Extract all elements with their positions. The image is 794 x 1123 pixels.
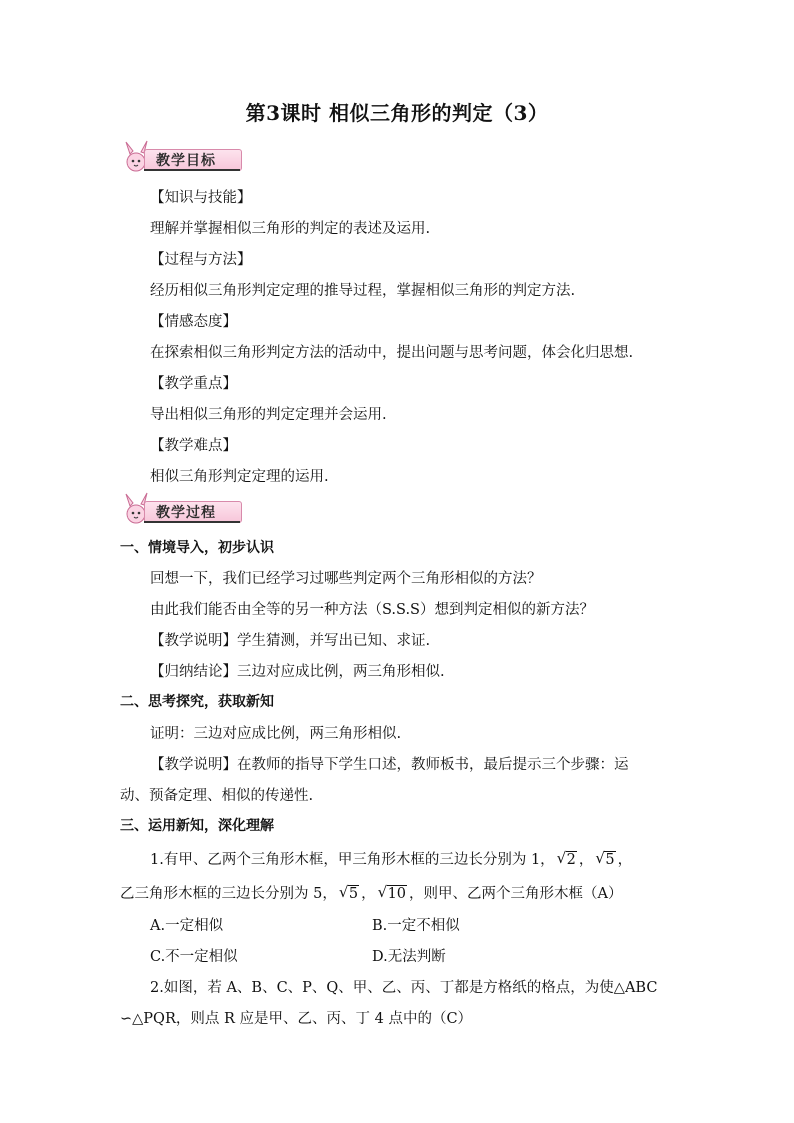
section1-line: 【归纳结论】三边对应成比例，两三角形相似. bbox=[150, 664, 445, 680]
page-title: 第3课时 相似三角形的判定（3） bbox=[245, 101, 549, 125]
question-text: 乙三角形木框的三边长分别为 5， bbox=[120, 886, 337, 902]
attitude-heading: 【情感态度】 bbox=[150, 314, 237, 330]
section1-heading: 一、情境导入，初步认识 bbox=[120, 540, 274, 556]
difficulty-text: 相似三角形判定定理的运用. bbox=[150, 469, 329, 485]
method-heading: 【过程与方法】 bbox=[150, 252, 252, 268]
badge-label: 教学过程 bbox=[156, 505, 216, 521]
section1-line: 由此我们能否由全等的另一种方法（S.S.S）想到判定相似的新方法？ bbox=[150, 602, 594, 618]
knowledge-heading: 【知识与技能】 bbox=[150, 190, 252, 206]
knowledge-text: 理解并掌握相似三角形的判定的表述及运用. bbox=[150, 221, 431, 237]
question-2-line-2: ∽△PQR，则点 R 应是甲、乙、丙、丁 4 点中的（C） bbox=[120, 1011, 473, 1027]
difficulty-heading: 【教学难点】 bbox=[150, 438, 237, 454]
badge-underline bbox=[144, 169, 240, 171]
question-text: 1.有甲、乙两个三角形木框，甲三角形木框的三边长分别为 1， bbox=[150, 852, 555, 868]
option-c: C.不一定相似 bbox=[150, 949, 238, 965]
question-text: ， bbox=[617, 852, 633, 868]
question-text: ， bbox=[361, 886, 376, 902]
question-2-line-1: 2.如图，若 A、B、C、P、Q、甲、乙、丙、丁都是方格纸的格点，为使△ABC bbox=[150, 980, 658, 996]
question-text: ， bbox=[578, 852, 594, 868]
question-1-line-1 bbox=[150, 848, 632, 869]
section1-line: 回想一下，我们已经学习过哪些判定两个三角形相似的方法？ bbox=[150, 571, 542, 587]
sqrt-5: √ 5 bbox=[338, 883, 359, 902]
sqrt-5: √ 5 bbox=[595, 849, 615, 868]
section3-heading: 三、运用新知，深化理解 bbox=[120, 818, 274, 834]
option-a: A.一定相似 bbox=[150, 918, 224, 934]
section1-line: 【教学说明】学生猜测，并写出已知、求证. bbox=[150, 633, 431, 649]
method-text: 经历相似三角形判定定理的推导过程，掌握相似三角形的判定方法. bbox=[150, 283, 576, 299]
question-text: ，则甲、乙两个三角形木框（A） bbox=[409, 886, 623, 902]
badge-label: 教学目标 bbox=[156, 153, 216, 169]
key-point-heading: 【教学重点】 bbox=[150, 376, 237, 392]
badge-underline bbox=[144, 521, 240, 523]
attitude-text: 在探索相似三角形判定方法的活动中，提出问题与思考问题，体会化归思想. bbox=[150, 345, 634, 361]
section-badge-process bbox=[120, 492, 245, 526]
option-d: D.无法判断 bbox=[372, 949, 446, 965]
sqrt-2: √ 2 bbox=[556, 849, 576, 868]
section2-line: 证明：三边对应成比例，两三角形相似. bbox=[150, 726, 402, 742]
section2-heading: 二、思考探究，获取新知 bbox=[120, 694, 274, 710]
section2-line: 【教学说明】在教师的指导下学生口述，教师板书，最后提示三个步骤：运 bbox=[150, 757, 629, 773]
key-point-text: 导出相似三角形的判定定理并会运用. bbox=[150, 407, 387, 423]
section2-line: 动、预备定理、相似的传递性. bbox=[120, 788, 314, 804]
sqrt-10: √ 10 bbox=[377, 883, 407, 902]
question-1-line-2 bbox=[120, 882, 623, 903]
section-badge-goals bbox=[120, 140, 245, 174]
option-b: B.一定不相似 bbox=[372, 918, 460, 934]
